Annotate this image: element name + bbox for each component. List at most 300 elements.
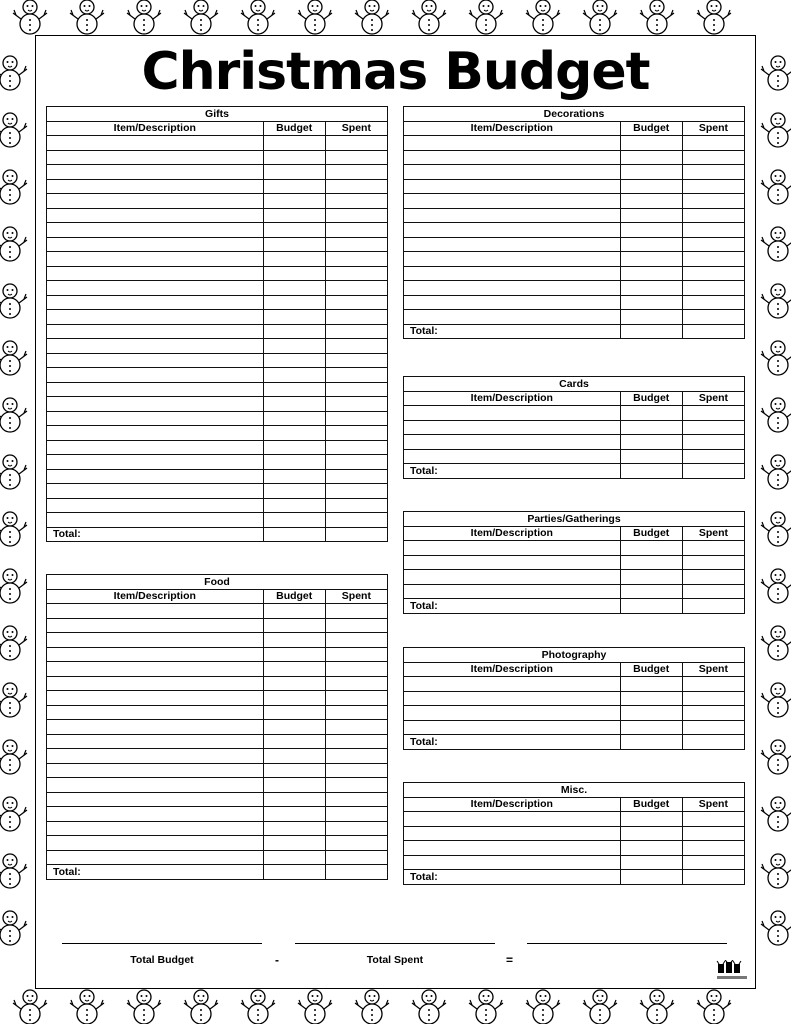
budget-cell[interactable]: [620, 541, 682, 556]
total-spent-cell[interactable]: [682, 870, 744, 885]
budget-cell[interactable]: [263, 179, 325, 194]
budget-cell[interactable]: [263, 368, 325, 383]
spent-cell[interactable]: [325, 647, 387, 662]
snowman-icon: [241, 990, 275, 1024]
budget-cell[interactable]: [263, 411, 325, 426]
snowman-icon: [0, 683, 27, 717]
snowman-icon: [761, 740, 791, 774]
item-cell[interactable]: [404, 194, 621, 209]
item-cell[interactable]: [47, 179, 264, 194]
budget-row: [404, 720, 745, 735]
section-title: Food: [47, 575, 388, 590]
spent-cell[interactable]: [325, 821, 387, 836]
item-cell[interactable]: [404, 449, 621, 464]
spent-cell[interactable]: [682, 584, 744, 599]
item-cell[interactable]: [404, 435, 621, 450]
budget-cell[interactable]: [620, 179, 682, 194]
item-cell[interactable]: [404, 555, 621, 570]
snowman-icon: [0, 626, 27, 660]
spent-cell[interactable]: [325, 850, 387, 865]
budget-cell[interactable]: [263, 734, 325, 749]
item-cell[interactable]: [47, 295, 264, 310]
budget-cell[interactable]: [263, 136, 325, 151]
budget-cell[interactable]: [263, 836, 325, 851]
budget-cell[interactable]: [263, 324, 325, 339]
total-budget-cell[interactable]: [620, 464, 682, 479]
budget-row: [404, 208, 745, 223]
item-cell[interactable]: [404, 584, 621, 599]
budget-cell[interactable]: [263, 426, 325, 441]
spent-cell[interactable]: [682, 706, 744, 721]
item-cell[interactable]: [47, 469, 264, 484]
total-spent-cell[interactable]: [682, 735, 744, 750]
spent-cell[interactable]: [325, 676, 387, 691]
budget-cell[interactable]: [263, 778, 325, 793]
budget-cell[interactable]: [263, 498, 325, 513]
total-label: Total:: [404, 464, 621, 479]
section-title: Cards: [404, 377, 745, 392]
item-cell[interactable]: [47, 836, 264, 851]
spent-cell[interactable]: [325, 281, 387, 296]
item-cell[interactable]: [47, 252, 264, 267]
spent-cell[interactable]: [325, 720, 387, 735]
budget-row: [47, 498, 388, 513]
item-cell[interactable]: [47, 647, 264, 662]
budget-cell[interactable]: [263, 513, 325, 528]
snowman-icon: [526, 990, 560, 1024]
budget-row: [404, 706, 745, 721]
spent-cell[interactable]: [325, 194, 387, 209]
item-cell[interactable]: [47, 662, 264, 677]
spent-cell[interactable]: [325, 836, 387, 851]
item-cell[interactable]: [47, 763, 264, 778]
item-cell[interactable]: [47, 208, 264, 223]
spent-cell[interactable]: [325, 150, 387, 165]
item-cell[interactable]: [404, 252, 621, 267]
snowman-icon: [184, 990, 218, 1024]
snowman-icon: [761, 683, 791, 717]
total-budget-cell[interactable]: [620, 735, 682, 750]
snowman-icon: [13, 990, 47, 1024]
snowman-icon: [640, 0, 674, 34]
item-cell[interactable]: [47, 310, 264, 325]
item-cell[interactable]: [47, 604, 264, 619]
item-cell[interactable]: [404, 406, 621, 421]
item-cell[interactable]: [47, 705, 264, 720]
total-budget-cell[interactable]: [620, 599, 682, 614]
item-cell[interactable]: [404, 208, 621, 223]
budget-cell[interactable]: [620, 826, 682, 841]
spent-cell[interactable]: [325, 749, 387, 764]
snowman-icon: [0, 854, 27, 888]
budget-cell[interactable]: [263, 662, 325, 677]
item-cell[interactable]: [47, 676, 264, 691]
spent-cell[interactable]: [682, 252, 744, 267]
spent-cell[interactable]: [325, 411, 387, 426]
spent-cell[interactable]: [682, 281, 744, 296]
spent-cell[interactable]: [325, 498, 387, 513]
item-cell[interactable]: [47, 749, 264, 764]
result-line[interactable]: [527, 943, 727, 944]
item-cell[interactable]: [404, 720, 621, 735]
budget-row: [47, 720, 388, 735]
spent-cell[interactable]: [682, 208, 744, 223]
spent-cell[interactable]: [325, 179, 387, 194]
item-cell[interactable]: [404, 570, 621, 585]
spent-cell[interactable]: [325, 295, 387, 310]
spent-cell[interactable]: [325, 691, 387, 706]
item-cell[interactable]: [404, 150, 621, 165]
budget-row: [404, 150, 745, 165]
spent-cell[interactable]: [682, 449, 744, 464]
spent-cell[interactable]: [325, 763, 387, 778]
item-cell[interactable]: [47, 484, 264, 499]
spent-cell[interactable]: [325, 368, 387, 383]
budget-cell[interactable]: [620, 295, 682, 310]
item-cell[interactable]: [47, 455, 264, 470]
item-cell[interactable]: [404, 541, 621, 556]
item-cell[interactable]: [404, 677, 621, 692]
budget-row: [404, 826, 745, 841]
budget-cell[interactable]: [263, 194, 325, 209]
budget-row: [404, 841, 745, 856]
spent-cell[interactable]: [325, 237, 387, 252]
item-cell[interactable]: [47, 734, 264, 749]
spent-cell[interactable]: [682, 812, 744, 827]
item-cell[interactable]: [47, 397, 264, 412]
spent-cell[interactable]: [325, 382, 387, 397]
snowman-icon: [0, 341, 27, 375]
snowman-icon: [0, 284, 27, 318]
item-cell[interactable]: [47, 223, 264, 238]
total-spent-cell[interactable]: [682, 324, 744, 339]
budget-cell[interactable]: [263, 807, 325, 822]
snowman-icon: [526, 0, 560, 34]
item-cell[interactable]: [404, 841, 621, 856]
budget-row: [404, 223, 745, 238]
budget-cell[interactable]: [620, 266, 682, 281]
snowman-icon: [241, 0, 275, 34]
spent-cell[interactable]: [682, 295, 744, 310]
spent-cell[interactable]: [682, 555, 744, 570]
budget-cell[interactable]: [263, 821, 325, 836]
budget-row: [47, 836, 388, 851]
item-cell[interactable]: [47, 281, 264, 296]
budget-cell[interactable]: [263, 792, 325, 807]
budget-cell[interactable]: [620, 223, 682, 238]
budget-cell[interactable]: [620, 449, 682, 464]
budget-cell[interactable]: [620, 310, 682, 325]
spent-cell[interactable]: [682, 310, 744, 325]
item-cell[interactable]: [404, 310, 621, 325]
spent-cell[interactable]: [682, 179, 744, 194]
snowman-icon: [469, 0, 503, 34]
budget-cell[interactable]: [620, 841, 682, 856]
snowman-icon: [0, 227, 27, 261]
budget-cell[interactable]: [263, 604, 325, 619]
budget-cell[interactable]: [263, 150, 325, 165]
budget-cell[interactable]: [620, 406, 682, 421]
budget-cell[interactable]: [263, 618, 325, 633]
spent-header: Spent: [682, 797, 744, 812]
budget-row: [47, 484, 388, 499]
item-cell[interactable]: [404, 826, 621, 841]
item-cell[interactable]: [404, 691, 621, 706]
budget-row: [47, 194, 388, 209]
spent-cell[interactable]: [682, 855, 744, 870]
budget-cell[interactable]: [263, 266, 325, 281]
spent-cell[interactable]: [682, 420, 744, 435]
total-label: Total:: [404, 324, 621, 339]
budget-row: [47, 778, 388, 793]
item-description-header: Item/Description: [47, 589, 264, 604]
snowman-icon: [0, 797, 27, 831]
total-row: [404, 324, 745, 339]
budget-row: [404, 541, 745, 556]
gifts-table: [46, 106, 388, 542]
spent-cell[interactable]: [682, 136, 744, 151]
spent-cell[interactable]: [325, 807, 387, 822]
spent-cell[interactable]: [682, 237, 744, 252]
item-cell[interactable]: [47, 821, 264, 836]
item-cell[interactable]: [47, 411, 264, 426]
budget-cell[interactable]: [620, 208, 682, 223]
item-cell[interactable]: [404, 179, 621, 194]
snowman-icon: [761, 569, 791, 603]
budget-cell[interactable]: [263, 705, 325, 720]
budget-cell[interactable]: [263, 165, 325, 180]
spent-cell[interactable]: [325, 484, 387, 499]
item-description-header: Item/Description: [404, 391, 621, 406]
total-budget-cell[interactable]: [620, 870, 682, 885]
spent-cell[interactable]: [682, 165, 744, 180]
spent-cell[interactable]: [325, 339, 387, 354]
budget-header: Budget: [263, 121, 325, 136]
spent-cell[interactable]: [325, 662, 387, 677]
spent-cell[interactable]: [325, 705, 387, 720]
budget-row: [404, 812, 745, 827]
item-cell[interactable]: [47, 266, 264, 281]
budget-cell[interactable]: [263, 310, 325, 325]
spent-cell[interactable]: [325, 633, 387, 648]
total-budget-line[interactable]: [62, 943, 262, 944]
spent-cell[interactable]: [325, 604, 387, 619]
budget-cell[interactable]: [263, 223, 325, 238]
item-cell[interactable]: [47, 513, 264, 528]
budget-row: [47, 237, 388, 252]
item-cell[interactable]: [47, 237, 264, 252]
total-row: [404, 599, 745, 614]
total-spent-cell[interactable]: [325, 865, 387, 880]
spent-cell[interactable]: [325, 792, 387, 807]
spent-cell[interactable]: [325, 223, 387, 238]
spent-cell[interactable]: [682, 435, 744, 450]
item-cell[interactable]: [47, 440, 264, 455]
item-cell[interactable]: [47, 353, 264, 368]
item-cell[interactable]: [47, 720, 264, 735]
item-cell[interactable]: [47, 498, 264, 513]
budget-cell[interactable]: [620, 252, 682, 267]
spent-cell[interactable]: [682, 826, 744, 841]
total-budget-cell[interactable]: [620, 324, 682, 339]
spent-cell[interactable]: [325, 397, 387, 412]
budget-row: [47, 440, 388, 455]
budget-cell[interactable]: [620, 584, 682, 599]
budget-cell[interactable]: [620, 194, 682, 209]
budget-cell[interactable]: [620, 237, 682, 252]
budget-cell[interactable]: [620, 855, 682, 870]
spent-cell[interactable]: [682, 194, 744, 209]
spent-cell[interactable]: [682, 570, 744, 585]
spent-cell[interactable]: [682, 677, 744, 692]
spent-cell[interactable]: [325, 252, 387, 267]
item-cell[interactable]: [404, 136, 621, 151]
spent-cell[interactable]: [325, 469, 387, 484]
budget-cell[interactable]: [263, 850, 325, 865]
budget-cell[interactable]: [263, 455, 325, 470]
budget-cell[interactable]: [620, 677, 682, 692]
budget-cell[interactable]: [263, 252, 325, 267]
spent-cell[interactable]: [682, 720, 744, 735]
total-spent-cell[interactable]: [682, 464, 744, 479]
section-title: Gifts: [47, 107, 388, 122]
snowman-icon: [0, 170, 27, 204]
spent-cell[interactable]: [325, 513, 387, 528]
spent-cell[interactable]: [682, 150, 744, 165]
spent-cell[interactable]: [325, 136, 387, 151]
budget-cell[interactable]: [263, 749, 325, 764]
spent-cell[interactable]: [682, 266, 744, 281]
item-cell[interactable]: [47, 368, 264, 383]
spent-cell[interactable]: [325, 353, 387, 368]
item-cell[interactable]: [47, 633, 264, 648]
budget-row: [404, 295, 745, 310]
item-cell[interactable]: [47, 339, 264, 354]
budget-cell[interactable]: [263, 720, 325, 735]
budget-cell[interactable]: [263, 353, 325, 368]
item-cell[interactable]: [47, 165, 264, 180]
item-cell[interactable]: [47, 792, 264, 807]
budget-cell[interactable]: [620, 812, 682, 827]
spent-cell[interactable]: [325, 734, 387, 749]
item-cell[interactable]: [404, 223, 621, 238]
item-cell[interactable]: [47, 618, 264, 633]
item-cell[interactable]: [47, 136, 264, 151]
item-cell[interactable]: [47, 807, 264, 822]
budget-cell[interactable]: [263, 382, 325, 397]
spent-cell[interactable]: [325, 165, 387, 180]
item-cell[interactable]: [404, 420, 621, 435]
budget-row: [47, 792, 388, 807]
budget-row: [47, 821, 388, 836]
budget-cell[interactable]: [263, 484, 325, 499]
spent-cell[interactable]: [682, 541, 744, 556]
item-description-header: Item/Description: [404, 526, 621, 541]
item-cell[interactable]: [404, 812, 621, 827]
item-cell[interactable]: [404, 266, 621, 281]
item-cell[interactable]: [404, 855, 621, 870]
spent-cell[interactable]: [682, 841, 744, 856]
budget-row: [47, 281, 388, 296]
item-cell[interactable]: [404, 295, 621, 310]
spent-cell[interactable]: [325, 208, 387, 223]
budget-cell[interactable]: [620, 165, 682, 180]
budget-row: [47, 647, 388, 662]
spent-cell[interactable]: [325, 618, 387, 633]
budget-cell[interactable]: [620, 691, 682, 706]
budget-cell[interactable]: [263, 237, 325, 252]
budget-cell[interactable]: [620, 136, 682, 151]
item-cell[interactable]: [47, 194, 264, 209]
budget-row: [47, 455, 388, 470]
total-row: [404, 870, 745, 885]
item-cell[interactable]: [47, 324, 264, 339]
budget-cell[interactable]: [263, 339, 325, 354]
budget-cell[interactable]: [263, 691, 325, 706]
total-spent-cell[interactable]: [682, 599, 744, 614]
photography-table: [403, 647, 745, 750]
item-cell[interactable]: [404, 237, 621, 252]
item-cell[interactable]: [47, 382, 264, 397]
budget-cell[interactable]: [620, 720, 682, 735]
total-budget-cell[interactable]: [263, 527, 325, 542]
budget-row: [47, 397, 388, 412]
budget-cell[interactable]: [263, 397, 325, 412]
item-cell[interactable]: [404, 706, 621, 721]
budget-cell[interactable]: [620, 281, 682, 296]
total-spent-cell[interactable]: [325, 527, 387, 542]
budget-cell[interactable]: [620, 150, 682, 165]
budget-cell[interactable]: [263, 633, 325, 648]
budget-cell[interactable]: [620, 706, 682, 721]
budget-cell[interactable]: [263, 647, 325, 662]
budget-cell[interactable]: [620, 570, 682, 585]
item-cell[interactable]: [47, 691, 264, 706]
spent-cell[interactable]: [325, 324, 387, 339]
budget-cell[interactable]: [263, 281, 325, 296]
spent-cell[interactable]: [325, 266, 387, 281]
item-cell[interactable]: [47, 850, 264, 865]
budget-row: [404, 677, 745, 692]
spent-cell[interactable]: [325, 778, 387, 793]
item-cell[interactable]: [47, 778, 264, 793]
spent-cell[interactable]: [325, 455, 387, 470]
item-cell[interactable]: [47, 426, 264, 441]
total-budget-cell[interactable]: [263, 865, 325, 880]
budget-cell[interactable]: [263, 208, 325, 223]
budget-cell[interactable]: [263, 295, 325, 310]
spent-cell[interactable]: [325, 310, 387, 325]
spent-cell[interactable]: [325, 440, 387, 455]
budget-cell[interactable]: [263, 676, 325, 691]
item-cell[interactable]: [47, 150, 264, 165]
snowman-icon: [761, 626, 791, 660]
item-cell[interactable]: [404, 281, 621, 296]
spent-cell[interactable]: [682, 406, 744, 421]
spent-cell[interactable]: [682, 691, 744, 706]
budget-cell[interactable]: [620, 420, 682, 435]
item-cell[interactable]: [404, 165, 621, 180]
budget-cell[interactable]: [263, 440, 325, 455]
budget-cell[interactable]: [620, 555, 682, 570]
spent-cell[interactable]: [325, 426, 387, 441]
spent-cell[interactable]: [682, 223, 744, 238]
budget-cell[interactable]: [263, 763, 325, 778]
budget-cell[interactable]: [263, 469, 325, 484]
total-spent-line[interactable]: [295, 943, 495, 944]
budget-cell[interactable]: [620, 435, 682, 450]
budget-row: [404, 855, 745, 870]
